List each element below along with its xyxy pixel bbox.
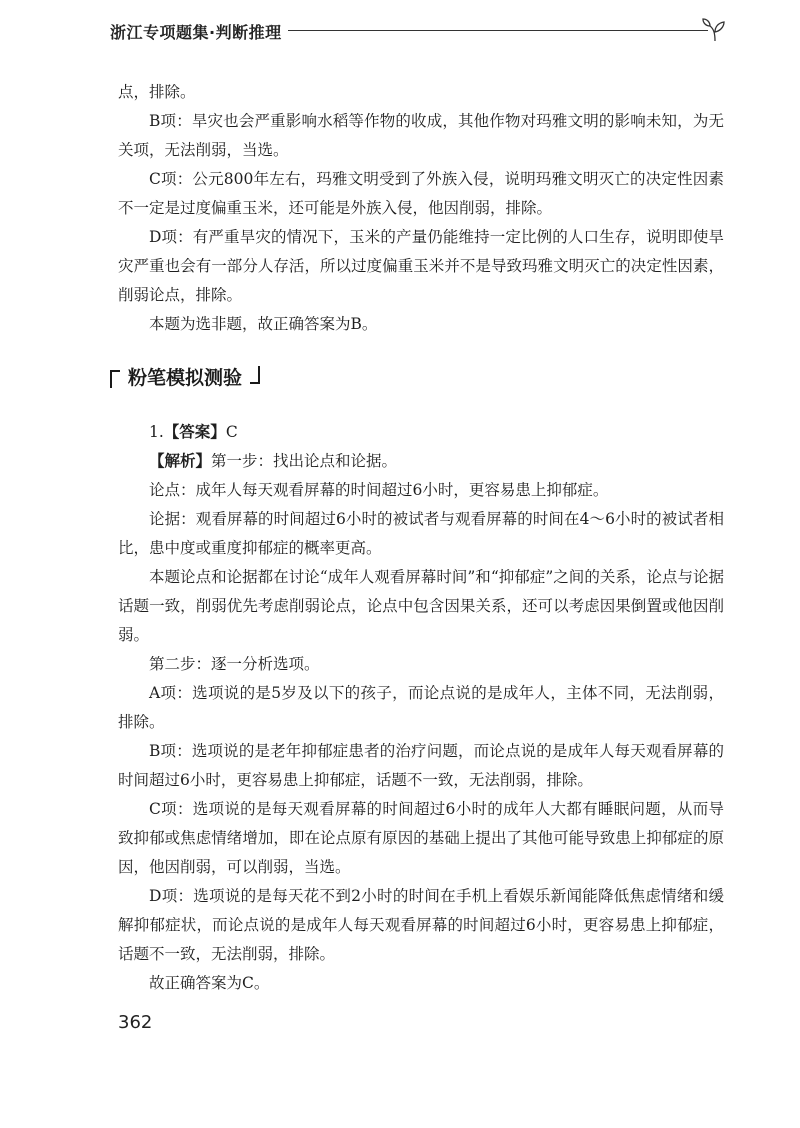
running-header — [110, 14, 730, 48]
thesis-paragraph: 论点：成年人每天观看屏幕的时间超过6小时，更容易患上抑郁症。 — [149, 481, 609, 499]
analysis-line — [118, 447, 724, 476]
final-answer-paragraph: 故正确答案为C。 — [149, 974, 270, 992]
corner-bracket-close-icon — [250, 366, 260, 384]
book-title: 浙江专项题集·判断推理 — [110, 23, 282, 42]
section-heading — [110, 363, 724, 390]
paragraph-continuation: 点，排除。 — [118, 83, 196, 101]
step-two-paragraph: 第二步：逐一分析选项。 — [149, 655, 320, 673]
option-c-explanation: C项：公元800年左右，玛雅文明受到了外族入侵，说明玛雅文明灭亡的决定性因素不一定是过度偏重玉米，还可能是外族入侵，他因削弱，排除。 — [118, 170, 724, 217]
option-d-explanation: D项：有严重旱灾的情况下，玉米的产量仍能维持一定比例的人口生存，说明即使旱灾严重也会有一部分人存活，所以过度偏重玉米并不是导致玛雅文明灭亡的决定性因素，削弱论点，排除。 — [118, 228, 724, 304]
option-c-analysis: C项：选项说的是每天观看屏幕的时间超过6小时的成年人大都有睡眠问题，从而导致抑郁或焦虑情绪增加，即在论点原有原因的基础上提出了其他可能导致患上抑郁症的原因，他因削弱，可以削弱，当选。 — [118, 800, 724, 876]
header-rule — [288, 30, 708, 31]
sprout-icon — [700, 14, 730, 44]
page-content — [118, 78, 724, 998]
evidence-paragraph: 论据：观看屏幕的时间超过6小时的被试者与观看屏幕的时间在4～6小时的被试者相比，患中度或重度抑郁症的概率更高。 — [118, 510, 724, 557]
option-a-analysis: A项：选项说的是5岁及以下的孩子，而论点说的是成年人，主体不同，无法削弱，排除。 — [118, 684, 724, 731]
page-number: 362 — [118, 1012, 153, 1033]
answer-value: C — [225, 423, 238, 441]
section-title: 粉笔模拟测验 — [128, 367, 243, 389]
conclusion-paragraph: 本题为选非题，故正确答案为B。 — [149, 315, 378, 333]
answer-label: 【答案】 — [163, 423, 226, 441]
analysis-label: 【解析】 — [149, 452, 212, 470]
analysis-step-one: 第一步：找出论点和论据。 — [211, 452, 398, 470]
option-d-analysis: D项：选项说的是每天花不到2小时的时间在手机上看娱乐新闻能降低焦虑情绪和缓解抑郁症状，而论点说的是成年人每天观看屏幕的时间超过6小时，更容易患上抑郁症，话题不一致，无法削弱，排除。 — [118, 887, 724, 963]
answer-line — [118, 418, 724, 447]
corner-bracket-open-icon — [110, 370, 120, 388]
option-b-analysis: B项：选项说的是老年抑郁症患者的治疗问题，而论点说的是成年人每天观看屏幕的时间超过6小时，更容易患上抑郁症，话题不一致，无法削弱，排除。 — [118, 742, 724, 789]
question-number: 1. — [149, 423, 164, 441]
relation-paragraph: 本题论点和论据都在讨论“成年人观看屏幕时间”和“抑郁症”之间的关系，论点与论据话题一致，削弱优先考虑削弱论点，论点中包含因果关系，还可以考虑因果倒置或他因削弱。 — [118, 568, 724, 644]
option-b-explanation: B项：旱灾也会严重影响水稻等作物的收成，其他作物对玛雅文明的影响未知，为无关项，无法削弱，当选。 — [118, 112, 724, 159]
